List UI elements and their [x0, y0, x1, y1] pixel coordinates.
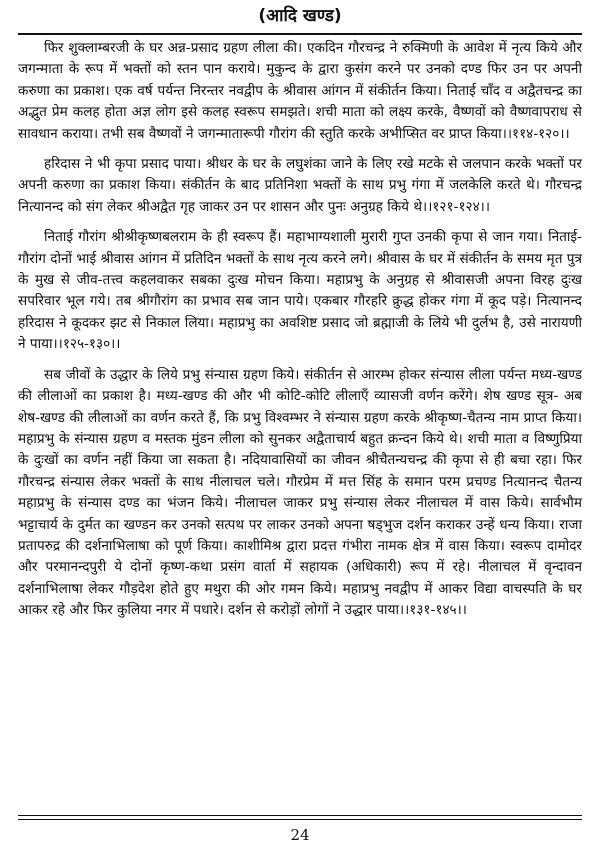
- footer-rule-upper: [18, 815, 582, 816]
- body-text: [18, 38, 582, 631]
- header-rule: [18, 33, 582, 35]
- paragraph-4: सब जीवों के उद्धार के लिये प्रभु संन्यास ग्रहण किये। संकीर्तन से आरम्भ होकर संन्यास लीला पर्यन्त मध्य-खण्ड की लीलाओं का प्रकाश है। मध्य-खण्ड की और भी कोटि-कोटि लीलाएँ व्यासजी वर्णन करेंगे। शेष खण्ड सूत्र- अब शेष-खण्ड की लीलाओं का वर्णन करते हैं, कि प्रभु विश्वम्भर ने संन्यास ग्रहण करके श्रीकृष्ण-चैतन्य नाम प्राप्त किया। महाप्रभु के संन्यास ग्रहण व मस्तक मुंडन लीला को सुनकर अद्वैताचार्य बहुत क्रन्दन किये थे। शची माता व विष्णुप्रिया के दुःखों का वर्णन नहीं किया जा सकता है। नदियावासियों का जीवन श्रीचैतन्यचन्द्र की कृपा से ही बचा रहा। फिर गौरचन्द्र संन्यास लेकर भक्तों के साथ नीलाचल चले। गौरप्रेम में मत्त सिंह के समान परम प्रचण्ड नित्यानन्द चैतन्य महाप्रभु के संन्यास दण्ड का भंजन किये। नीलाचल जाकर प्रभु संन्यास लेकर नीलाचल में वास किये। सार्वभौम भट्टाचार्य के दुर्मत का खण्डन कर उनको सत्पथ पर लाकर उनको अपना षड्भुज दर्शन कराकर उन्हें धन्य किया। राजा प्रतापरुद्र की दर्शनाभिलाषा को पूर्ण किया। काशीमिश्र द्वारा प्रदत्त गंभीरा नामक क्षेत्र में वास किया। स्वरूप दामोदर और परमानन्दपुरी ये दोनों कृष्ण-कथा प्रसंग वार्ता में सहायक (अधिकारी) रूप में रहे। नीलाचल में वृन्दावन दर्शनाभिलाषा लेकर गौड़देश होते हुए मथुरा की ओर गमन किये। महाप्रभु नवद्वीप में आकर विद्या वाचस्पति के घर आकर रहे और फिर कुलिया नगर में पधारे। दर्शन से करोड़ों लोगों ने उद्धार पाया।।१३१-१४५।।: [18, 366, 582, 619]
- chapter-header: (आदि खण्ड): [258, 6, 342, 26]
- paragraph-2: हरिदास ने भी कृपा प्रसाद पाया। श्रीधर के घर के लघुशंका जाने के लिए रखे मटके से जलपान करके भक्तों पर अपनी करुणा का प्रकाश किया। संकीर्तन के बाद प्रतिनिशा भक्तों के साथ प्रभु गंगा में जलकेलि करते थे। गौरचन्द्र नित्यानन्द को संग लेकर श्रीअद्वैत गृह जाकर उन पर शासन और पुनः अनुग्रह किये थे।।१२१-१२४।।: [18, 156, 582, 215]
- paragraph-3: निताई गौरांग श्रीश्रीकृष्णबलराम के ही स्वरूप हैं। महाभाग्यशाली मुरारी गुप्त उनकी कृपा से जान गया। निताई-गौरांग दोनों भाई श्रीवास आंगन में प्रतिदिन भक्तों के साथ नृत्य करने लगे। श्रीवास के घर में संकीर्तन के समय मृत पुत्र के मुख से जीव-तत्त्व कहलवाकर सबका दुःख मोचन किया। महाप्रभु के अनुग्रह से श्रीवासजी अपना विरह दुःख सपरिवार भूल गये। तब श्रीगौरांग का प्रभाव सब जान पाये। एकबार गौरहरि क्रुद्ध होकर गंगा में कूद पड़े। नित्यानन्द हरिदास ने कूदकर झट से निकाल लिया। महाप्रभु का अवशिष्ट प्रसाद जो ब्रह्माजी के लिये भी दुर्लभ है, उसे नारायणी ने पाया।।१२५-१३०।।: [18, 229, 582, 353]
- paragraph-1: फिर शुक्लाम्बरजी के घर अन्न-प्रसाद ग्रहण लीला की। एकदिन गौरचन्द्र ने रुक्मिणी के आवेश में नृत्य किये और जगन्माता के रूप में भक्तों को स्तन पान कराये। मुकुन्द के द्वारा कुसंग करने पर उनको दण्ड फिर उन पर अपनी करुणा का प्रकाश। एक वर्ष पर्यन्त निरन्तर नवद्वीप के श्रीवास आंगन में संकीर्तन किया। निताई चाँद व अद्वैतचन्द्र का अद्भुत प्रेम कलह होता अज्ञ लोग इसे कलह स्वरूप समझते। शची माता को लक्ष्य करके, वैष्णवों को वैष्णवापराध से सावधान कराया। तभी सब वैष्णवों ने जगन्मातारूपी गौरांग की स्तुति करके अभीप्सित वर प्राप्त किया।।११४-१२०।।: [18, 40, 582, 142]
- footer-rule-lower: [18, 819, 582, 820]
- page-number: 24: [290, 826, 310, 844]
